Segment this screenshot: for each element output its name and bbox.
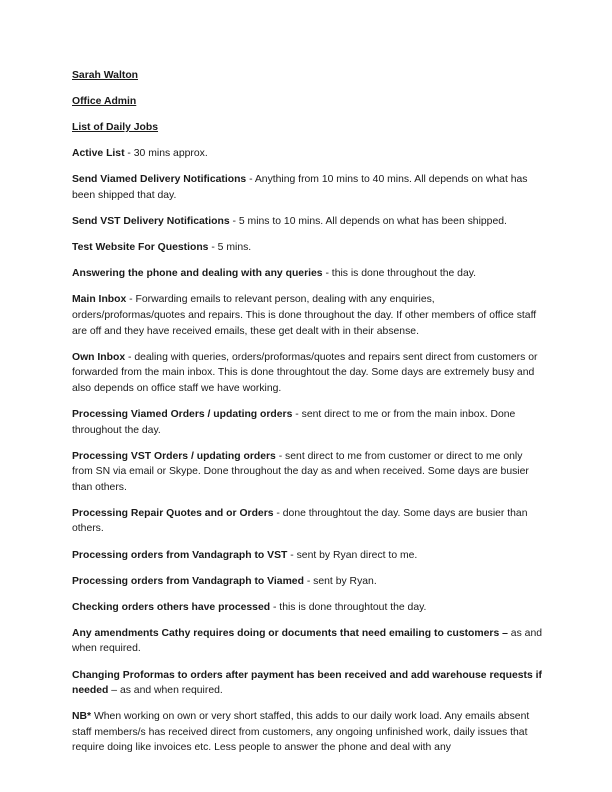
job-description: - 30 mins approx. [124, 148, 208, 160]
job-title: Any amendments Cathy requires doing or documents that need emailing to customers – [72, 627, 508, 639]
job-title: Own Inbox [72, 351, 126, 363]
job-description: - this is done throughout the day. [322, 268, 477, 280]
job-description: as and when required. [72, 627, 543, 655]
job-title: Processing orders from Vandagraph to VST [72, 549, 288, 561]
job-title: Checking orders others have processed [72, 601, 271, 613]
job-title: Processing VST Orders / updating orders [72, 450, 276, 462]
job-description: - 5 mins. [208, 242, 252, 254]
job-item [72, 240, 542, 256]
job-description: - Forwarding emails to relevant person, dealing with any enquiries, orders/proformas/quotes and repairs. This is done throughout the day. If other members of office staff are off and they have received emails, these get dealt with in their absense. [72, 294, 537, 337]
job-description: - sent by Ryan direct to me. [287, 549, 418, 561]
note-item [72, 709, 542, 756]
job-description: - done throughtout the day. Some days are busier than others. [72, 507, 528, 535]
job-description: - sent by Ryan. [303, 575, 377, 587]
job-item [72, 506, 542, 537]
job-item [72, 626, 542, 657]
job-title: Processing orders from Vandagraph to Viamed [72, 575, 304, 587]
job-item [72, 146, 542, 162]
job-item [72, 214, 542, 230]
job-list [72, 146, 542, 756]
author-name: Sarah Walton [72, 70, 139, 81]
job-title: Send Viamed Delivery Notifications [72, 174, 247, 186]
job-item [72, 407, 542, 438]
job-description: - 5 mins to 10 mins. All depends on what has been shipped. [229, 216, 507, 228]
job-description: - sent direct to me from customer or direct to me only from SN via email or Skype. Done throughout the day as and when received. Some days are busier than others. [72, 450, 529, 493]
job-description: - this is done throughtout the day. [270, 601, 427, 613]
job-item [72, 172, 542, 203]
job-item [72, 350, 542, 397]
job-description: - dealing with queries, orders/proformas/quotes and repairs sent direct from customers or forwarded from the main inbox. This is done throughtout the day. Some days are extremely busy and also depends on office staff we have working. [72, 351, 538, 394]
job-title: Main Inbox [72, 294, 127, 306]
job-title: Answering the phone and dealing with any queries [72, 268, 323, 280]
job-item [72, 600, 542, 616]
job-title: Active List [72, 148, 125, 160]
job-item [72, 292, 542, 339]
job-description: - Anything from 10 mins to 40 mins. All depends on what has been shipped that day. [72, 174, 528, 201]
author-role: Office Admin [72, 96, 137, 108]
job-item [72, 548, 542, 564]
job-title: Test Website For Questions [72, 242, 209, 254]
job-item [72, 449, 542, 496]
job-description: – as and when required. [108, 685, 223, 697]
note-label: NB* [72, 711, 92, 723]
job-title: Processing Repair Quotes and or Orders [72, 507, 274, 519]
job-title: Send VST Delivery Notifications [72, 216, 230, 228]
document-page [72, 68, 542, 767]
job-item [72, 574, 542, 590]
note-text: When working on own or very short staffed, this adds to our daily work load. Any emails absent staff members/s has received direct from customers, any ongoing unfinished work, daily issues that require doing like invoices etc. Less people to answer the phone and deal with any [72, 711, 530, 754]
job-description: - sent direct to me or from the main inbox. Done throughout the day. [72, 408, 516, 436]
job-item [72, 266, 542, 282]
job-title: Processing Viamed Orders / updating orders [72, 408, 293, 420]
job-title: Changing Proformas to orders after payment has been received and add warehouse requests if needed [72, 669, 543, 697]
job-item [72, 668, 542, 699]
list-title: List of Daily Jobs [72, 122, 159, 134]
